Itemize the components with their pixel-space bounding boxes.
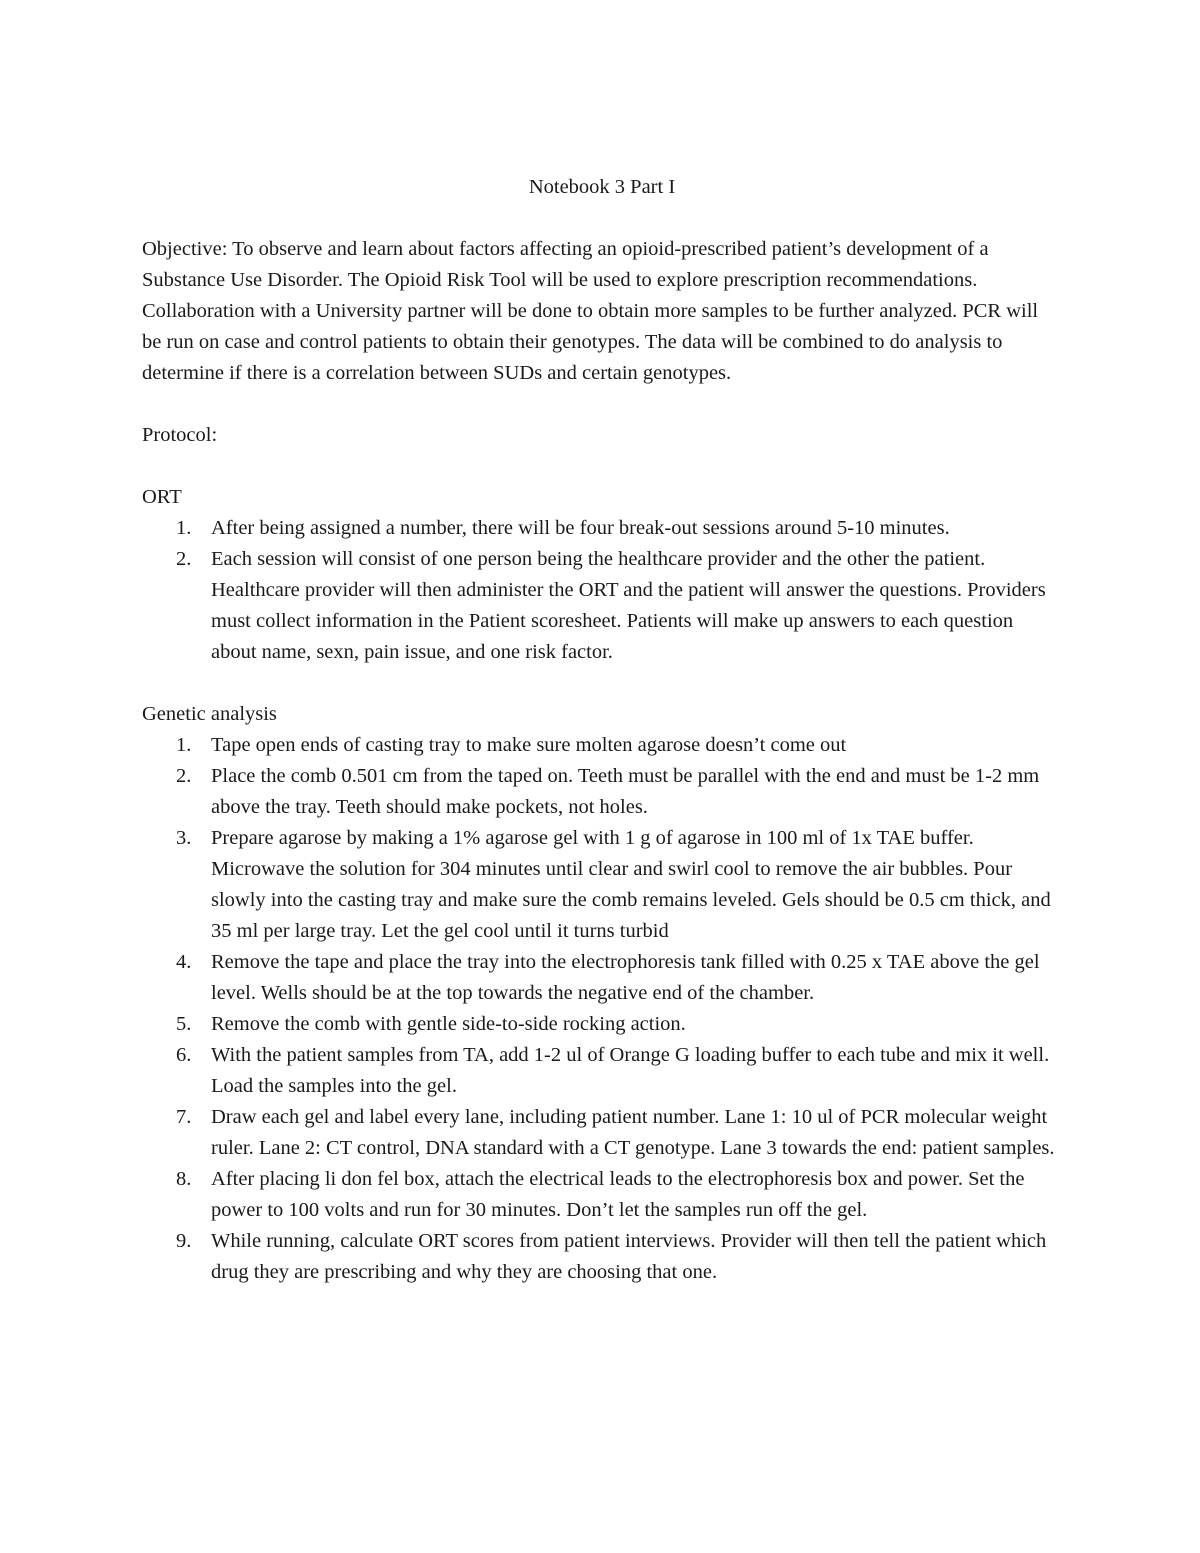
list-item <box>142 761 1062 823</box>
list-item <box>142 1009 1062 1040</box>
step-number: 2. <box>176 765 192 787</box>
step-text: Remove the tape and place the tray into the electrophoresis tank filled with 0.25 x TAE above the gel level. Wells should be at the top towards the negative end of the chamber. <box>211 951 1040 1004</box>
document-body <box>142 172 1062 1288</box>
step-number: 2. <box>176 548 192 570</box>
list-item <box>142 544 1062 668</box>
ort-steps-list <box>142 513 1062 668</box>
step-text: Place the comb 0.501 cm from the taped on. Teeth must be parallel with the end and must be 1-2 mm above the tray. Teeth should make pockets, not holes. <box>211 765 1040 818</box>
step-number: 4. <box>176 951 192 973</box>
step-text: Remove the comb with gentle side-to-side rocking action. <box>211 1013 686 1035</box>
list-item <box>142 1164 1062 1226</box>
step-text: Each session will consist of one person being the healthcare provider and the other the patient. Healthcare provider will then administer the ORT and the patient will answer the questions. Providers must collect information in the Patient scoresheet. Patients will make up answers to each question about name, sexn, pain issue, and one risk factor. <box>211 548 1046 663</box>
protocol-label: Protocol: <box>142 424 218 446</box>
objective-paragraph: Objective: To observe and learn about factors affecting an opioid-prescribed patient’s development of a Substance Use Disorder. The Opioid Risk Tool will be used to explore prescription recommendations. Collaboration with a University partner will be done to obtain more samples to be further analyzed. PCR will be run on case and control patients to obtain their genotypes. The data will be combined to do analysis to determine if there is a correlation between SUDs and certain genotypes. <box>142 238 1039 384</box>
step-text: After being assigned a number, there will be four break-out sessions around 5-10 minutes. <box>211 517 950 539</box>
step-number: 6. <box>176 1044 192 1066</box>
step-number: 5. <box>176 1013 192 1035</box>
document-title: Notebook 3 Part I <box>528 176 676 198</box>
list-item <box>142 730 1062 761</box>
step-number: 7. <box>176 1106 192 1128</box>
step-text: With the patient samples from TA, add 1-2 ul of Orange G loading buffer to each tube and mix it well. Load the samples into the gel. <box>211 1044 1050 1097</box>
step-text: After placing li don fel box, attach the electrical leads to the electrophoresis box and power. Set the power to 100 volts and run for 30 minutes. Don’t let the samples run off the gel. <box>211 1168 1025 1221</box>
list-item <box>142 947 1062 1009</box>
step-number: 1. <box>176 734 192 756</box>
step-number: 1. <box>176 517 192 539</box>
step-number: 3. <box>176 827 192 849</box>
section-spacer <box>142 668 1062 699</box>
ort-heading: ORT <box>142 486 182 508</box>
step-number: 8. <box>176 1168 192 1190</box>
step-text: Prepare agarose by making a 1% agarose gel with 1 g of agarose in 100 ml of 1x TAE buffer. Microwave the solution for 304 minutes until clear and swirl cool to remove the air bubbles. Pour slowly into the casting tray and make sure the comb remains leveled. Gels should be 0.5 cm thick, and 35 ml per large tray. Let the gel cool until it turns turbid <box>211 827 1051 942</box>
list-item <box>142 1226 1062 1288</box>
step-text: Tape open ends of casting tray to make sure molten agarose doesn’t come out <box>211 734 847 756</box>
step-number: 9. <box>176 1230 192 1252</box>
genetic-steps-list <box>142 730 1062 1288</box>
step-text: Draw each gel and label every lane, including patient number. Lane 1: 10 ul of PCR molecular weight ruler. Lane 2: CT control, DNA standard with a CT genotype. Lane 3 towards the end: patient samples. <box>211 1106 1055 1159</box>
step-text: While running, calculate ORT scores from patient interviews. Provider will then tell the patient which drug they are prescribing and why they are choosing that one. <box>211 1230 1047 1283</box>
genetic-analysis-heading: Genetic analysis <box>142 703 277 725</box>
list-item <box>142 1040 1062 1102</box>
list-item <box>142 823 1062 947</box>
list-item <box>142 1102 1062 1164</box>
list-item <box>142 513 1062 544</box>
